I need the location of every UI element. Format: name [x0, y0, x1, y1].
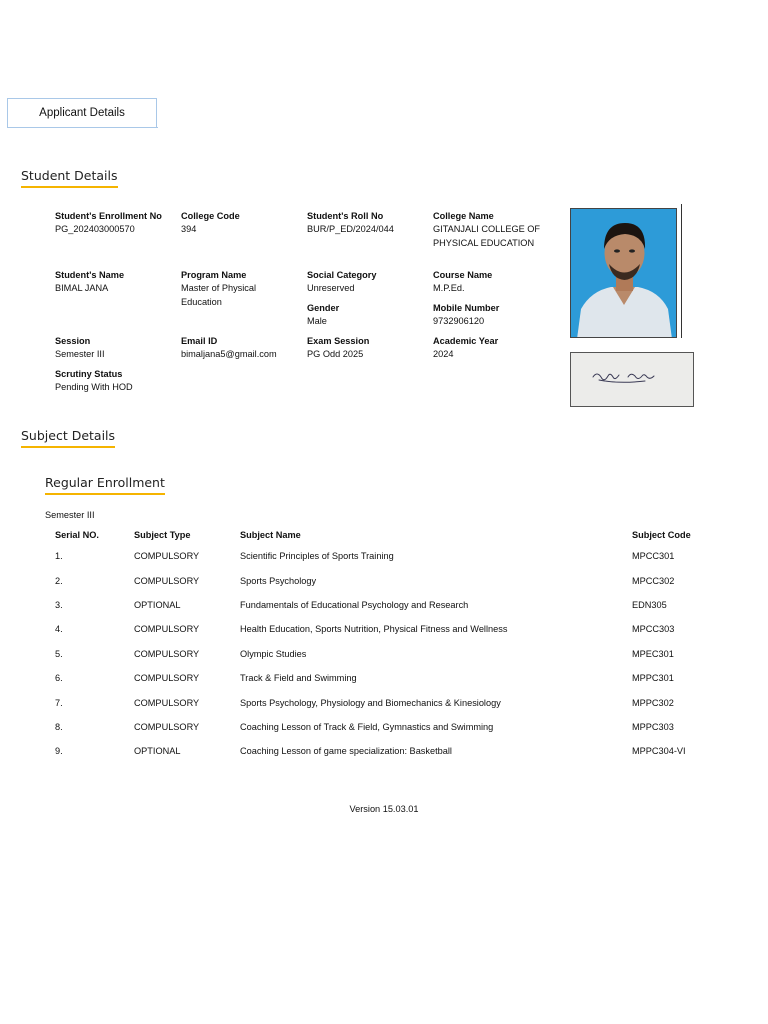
semester-label: Semester III	[45, 510, 95, 520]
scrutiny-status-value: Pending With HOD	[55, 382, 133, 393]
name-cell: Sports Psychology, Physiology and Biomechanics & Kinesiology	[240, 697, 501, 708]
code-cell: EDN305	[632, 599, 667, 610]
type-cell: COMPULSORY	[134, 721, 200, 732]
serial-cell: 1.	[55, 551, 63, 562]
table-row	[45, 690, 702, 714]
table-row	[45, 544, 702, 568]
field-college-code	[181, 210, 301, 237]
field-exam-session	[307, 335, 427, 362]
field-student-name	[55, 269, 175, 296]
code-cell: MPCC303	[632, 624, 675, 635]
serial-cell: 8.	[55, 721, 63, 732]
serial-cell: 4.	[55, 624, 63, 635]
type-cell: OPTIONAL	[134, 746, 181, 757]
roll-no-label: Student's Roll No	[307, 211, 384, 221]
field-social-category	[307, 269, 427, 296]
table-row	[45, 568, 702, 592]
person-photo-icon	[571, 209, 677, 338]
code-cell: MPCC302	[632, 575, 675, 586]
student-signature	[570, 352, 694, 407]
code-cell: MPPC302	[632, 697, 674, 708]
table-header-row	[45, 525, 702, 544]
signature-icon	[571, 353, 695, 408]
field-session	[55, 335, 175, 362]
name-cell: Scientific Principles of Sports Training	[240, 551, 394, 562]
code-cell: MPCC301	[632, 551, 675, 562]
table-row	[45, 666, 702, 690]
field-college-name	[433, 210, 545, 250]
type-cell: COMPULSORY	[134, 624, 200, 635]
gender-value: Male	[307, 316, 327, 327]
serial-cell: 5.	[55, 648, 63, 659]
student-details-heading: Student Details	[21, 168, 118, 188]
header-subject-type: Subject Type	[134, 529, 191, 540]
name-cell: Health Education, Sports Nutrition, Physical Fitness and Wellness	[240, 624, 508, 635]
serial-cell: 9.	[55, 746, 63, 757]
mobile-value: 9732906120	[433, 316, 485, 327]
roll-no-value: BUR/P_ED/2024/044	[307, 224, 394, 235]
tab-divider	[7, 127, 158, 128]
email-value: bimaljana5@gmail.com	[181, 349, 277, 360]
academic-year-value: 2024	[433, 349, 454, 360]
table-row	[45, 715, 702, 739]
student-photo	[570, 208, 677, 338]
code-cell: MPEC301	[632, 648, 674, 659]
session-value: Semester III	[55, 349, 105, 360]
college-name-value: GITANJALI COLLEGE OF PHYSICAL EDUCATION	[433, 224, 541, 248]
serial-cell: 3.	[55, 599, 63, 610]
table-row	[45, 642, 702, 666]
code-cell: MPPC303	[632, 721, 674, 732]
name-cell: Fundamentals of Educational Psychology and Research	[240, 599, 469, 610]
subject-details-heading: Subject Details	[21, 428, 115, 448]
field-program-name	[181, 269, 281, 309]
regular-enrollment-heading: Regular Enrollment	[45, 475, 165, 495]
session-label: Session	[55, 336, 91, 346]
header-subject-code: Subject Code	[632, 529, 691, 540]
serial-cell: 7.	[55, 697, 63, 708]
field-gender	[307, 302, 427, 329]
field-academic-year	[433, 335, 553, 362]
code-cell: MPPC304-VI	[632, 746, 686, 757]
social-category-value: Unreserved	[307, 283, 355, 294]
code-cell: MPPC301	[632, 673, 674, 684]
serial-cell: 6.	[55, 673, 63, 684]
field-enrollment-no	[55, 210, 175, 237]
college-name-label: College Name	[433, 211, 494, 221]
course-name-label: Course Name	[433, 270, 493, 280]
type-cell: COMPULSORY	[134, 673, 200, 684]
table-row	[45, 739, 702, 763]
tab-applicant-details[interactable]: Applicant Details	[7, 98, 157, 127]
mobile-label: Mobile Number	[433, 303, 500, 313]
type-cell: COMPULSORY	[134, 648, 200, 659]
enrollment-no-value: PG_202403000570	[55, 224, 135, 235]
field-roll-no	[307, 210, 427, 237]
program-name-label: Program Name	[181, 270, 247, 280]
name-cell: Olympic Studies	[240, 648, 307, 659]
type-cell: COMPULSORY	[134, 575, 200, 586]
social-category-label: Social Category	[307, 270, 377, 280]
name-cell: Coaching Lesson of Track & Field, Gymnastics and Swimming	[240, 721, 494, 732]
exam-session-label: Exam Session	[307, 336, 370, 346]
serial-cell: 2.	[55, 575, 63, 586]
program-name-value: Master of Physical Education	[181, 283, 257, 307]
table-row	[45, 593, 702, 617]
gender-label: Gender	[307, 303, 340, 313]
type-cell: OPTIONAL	[134, 599, 181, 610]
exam-session-value: PG Odd 2025	[307, 349, 364, 360]
photo-border-line	[681, 204, 682, 338]
header-serial: Serial NO.	[55, 529, 99, 540]
college-code-value: 394	[181, 224, 197, 235]
header-subject-name: Subject Name	[240, 529, 301, 540]
email-label: Email ID	[181, 336, 218, 346]
version-label: Version 15.03.01	[349, 804, 419, 814]
student-name-label: Student's Name	[55, 270, 125, 280]
type-cell: COMPULSORY	[134, 697, 200, 708]
field-mobile	[433, 302, 553, 329]
name-cell: Track & Field and Swimming	[240, 673, 357, 684]
type-cell: COMPULSORY	[134, 551, 200, 562]
field-course-name	[433, 269, 553, 296]
field-email	[181, 335, 301, 362]
academic-year-label: Academic Year	[433, 336, 499, 346]
field-scrutiny-status	[55, 368, 175, 395]
course-name-value: M.P.Ed.	[433, 283, 465, 294]
college-code-label: College Code	[181, 211, 240, 221]
enrollment-no-label: Student's Enrollment No	[55, 211, 162, 221]
name-cell: Sports Psychology	[240, 575, 317, 586]
subjects-table	[45, 525, 702, 764]
student-name-value: BIMAL JANA	[55, 283, 109, 294]
scrutiny-status-label: Scrutiny Status	[55, 369, 123, 379]
name-cell: Coaching Lesson of game specialization: Basketball	[240, 746, 452, 757]
table-row	[45, 617, 702, 641]
